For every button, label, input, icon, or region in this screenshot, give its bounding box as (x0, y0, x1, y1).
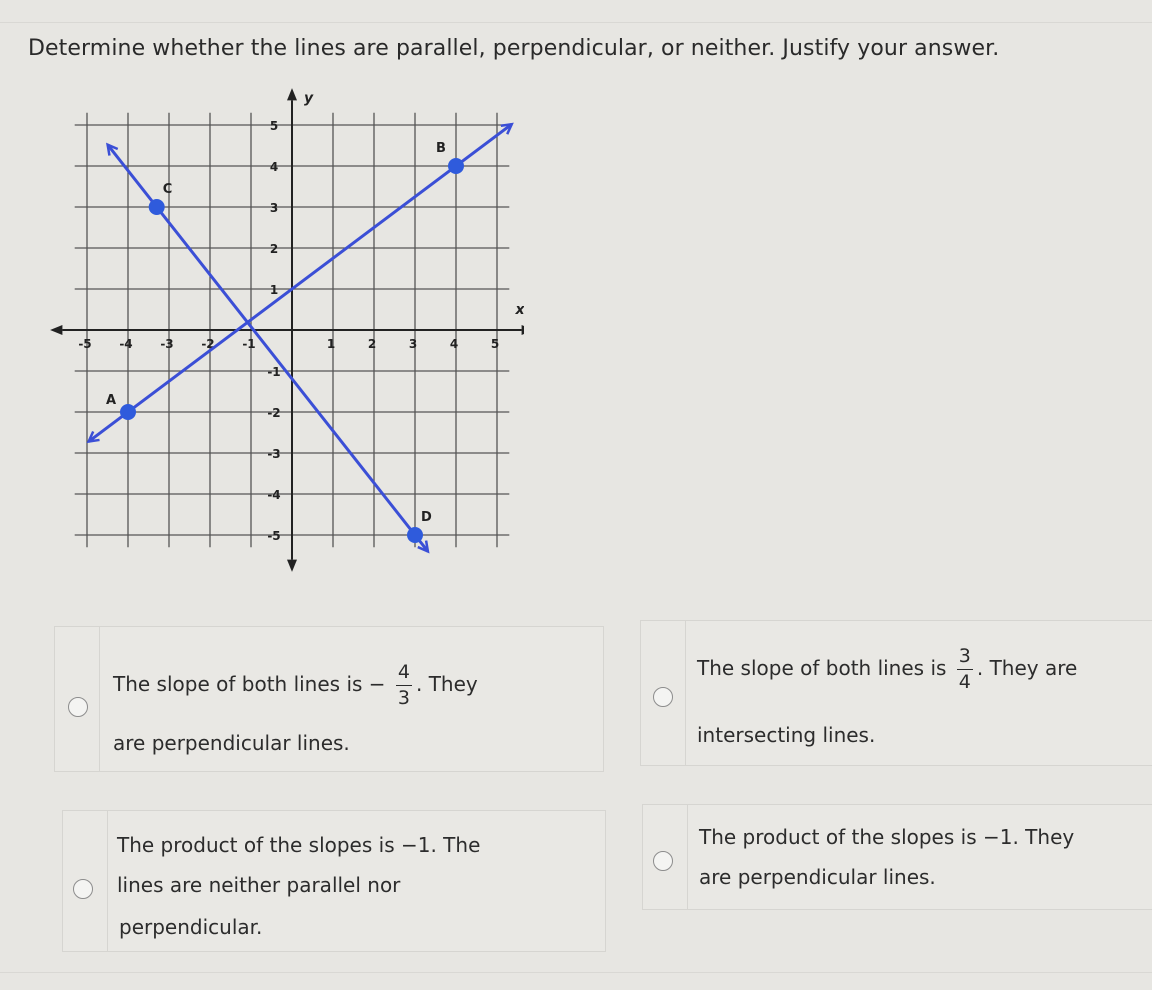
y-tick-label: 5 (269, 119, 279, 133)
option-text-line-2: intersecting lines. (697, 723, 876, 747)
answer-option-2[interactable] (640, 620, 1152, 766)
x-tick-label: 2 (367, 337, 377, 351)
point-label-a: A (106, 393, 117, 408)
x-tick-label: -1 (242, 337, 256, 351)
option-text: The slope of both lines is (697, 656, 947, 680)
x-tick-label: 1 (326, 337, 336, 351)
answer-option-4[interactable] (642, 804, 1152, 910)
numerator: 3 (957, 647, 973, 670)
point-label-c: C (162, 182, 173, 197)
y-tick-label: -3 (267, 447, 281, 461)
line-ab (89, 124, 512, 441)
x-axis-arrow-left (50, 325, 62, 335)
x-tick-label: -5 (78, 337, 92, 351)
option-text-line-3: perpendicular. (119, 915, 263, 939)
radio-button[interactable] (68, 697, 88, 717)
option-text-line-2: are perpendicular lines. (113, 731, 350, 755)
coordinate-graph (44, 88, 524, 578)
radio-button[interactable] (653, 851, 673, 871)
numerator: 4 (396, 663, 412, 686)
x-axis-arrow-right (522, 325, 524, 335)
top-divider (0, 22, 1152, 23)
answer-option-1[interactable] (54, 626, 604, 772)
fraction (957, 647, 973, 692)
x-tick-label: 5 (490, 337, 500, 351)
point-c (149, 199, 165, 215)
y-tick-label: 1 (269, 283, 279, 297)
minus-sign: − (368, 672, 386, 696)
point-d (407, 527, 423, 543)
option-text-line-1: The product of the slopes is −1. They (699, 825, 1075, 849)
denominator: 4 (958, 671, 971, 693)
radio-button[interactable] (653, 687, 673, 707)
option-text-line-1: The product of the slopes is −1. The (117, 833, 481, 857)
x-tick-label: 3 (408, 337, 418, 351)
point-a (120, 404, 136, 420)
y-tick-label: 4 (269, 160, 279, 174)
denominator: 3 (397, 687, 410, 709)
y-axis-arrow-up (287, 88, 297, 100)
x-tick-label: -3 (160, 337, 174, 351)
option-text: . They are (976, 656, 1078, 680)
point-label-b: B (436, 141, 446, 156)
option-text-line-1 (113, 663, 478, 708)
bottom-divider (0, 972, 1152, 973)
y-tick-label: -4 (267, 488, 281, 502)
fraction (396, 663, 412, 708)
answer-option-3[interactable] (62, 810, 606, 952)
x-axis-label: x (515, 302, 524, 318)
y-axis-arrow-down (287, 560, 297, 572)
y-tick-label: 2 (269, 242, 279, 256)
point-label-d: D (421, 510, 432, 525)
x-tick-label: -4 (119, 337, 133, 351)
option-text-line-2: lines are neither parallel nor (117, 873, 401, 897)
y-tick-label: 3 (269, 201, 279, 215)
option-text-line-2: are perpendicular lines. (699, 865, 936, 889)
y-tick-label: -1 (267, 365, 281, 379)
y-tick-label: -5 (267, 529, 281, 543)
option-text-line-1 (697, 647, 1077, 692)
option-text: The slope of both lines is (113, 672, 363, 696)
point-b (448, 158, 464, 174)
option-text: . They (416, 672, 478, 696)
question-prompt: Determine whether the lines are parallel, perpendicular, or neither. Justify your answer. (28, 36, 1000, 61)
y-axis-label: y (304, 90, 314, 107)
plotted-lines (89, 124, 512, 551)
radio-button[interactable] (73, 879, 93, 899)
x-tick-label: -2 (201, 337, 215, 351)
y-tick-label: -2 (267, 406, 281, 420)
x-tick-label: 4 (449, 337, 459, 351)
